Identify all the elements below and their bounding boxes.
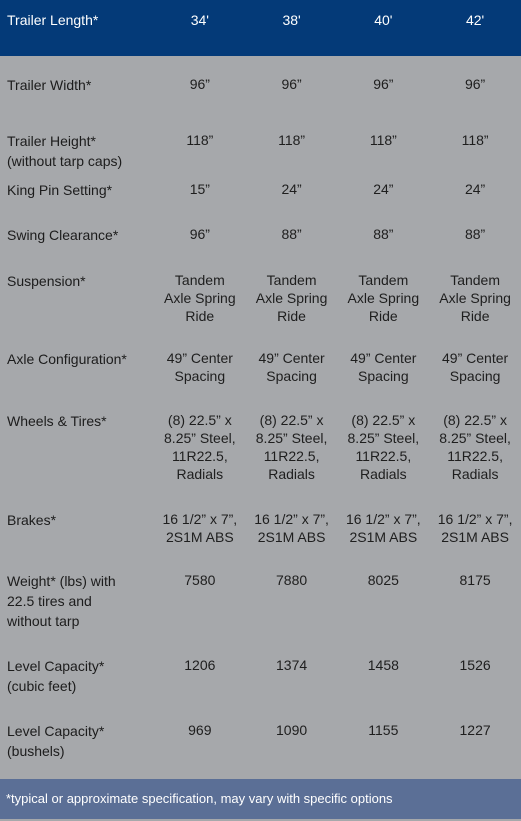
row-value: 118”: [186, 132, 214, 148]
header-label: Trailer Length*: [7, 12, 99, 28]
row-value: (8) 22.5” x 8.25” Steel, 11R22.5, Radials: [439, 412, 511, 482]
row-value: 16 1/2” x 7”, 2S1M ABS: [437, 511, 513, 545]
header-length-40: 40': [374, 12, 393, 28]
row-value: Tandem Axle Spring Ride: [347, 272, 420, 324]
row-value: 24”: [464, 181, 486, 197]
table-row: [0, 340, 521, 401]
row-value: (8) 22.5” x 8.25” Steel, 11R22.5, Radials: [347, 412, 420, 482]
header-length-42: 42': [465, 12, 485, 28]
row-value: 15”: [189, 181, 210, 197]
header-length-34: 34': [190, 12, 209, 28]
row-value: 96”: [464, 76, 486, 92]
row-value: (8) 22.5” x 8.25” Steel, 11R22.5, Radials: [164, 412, 236, 482]
row-value: 1227: [459, 722, 491, 738]
table-row: [0, 261, 521, 340]
table-row: [0, 498, 521, 560]
row-value: 96”: [373, 76, 394, 92]
row-label: Axle Configuration*: [7, 351, 127, 367]
row-value: 8175: [459, 572, 491, 588]
row-value: 16 1/2” x 7”, 2S1M ABS: [345, 511, 421, 545]
row-value: 7880: [276, 572, 308, 588]
row-value: 8025: [367, 572, 399, 588]
row-value: 96”: [281, 76, 302, 92]
row-value: 49” Center Spacing: [442, 350, 509, 384]
row-value: 88”: [373, 226, 394, 242]
row-label: Suspension*: [7, 273, 86, 289]
row-label: Swing Clearance*: [7, 227, 119, 243]
table-row: [0, 645, 521, 710]
row-label: Wheels & Tires*: [7, 413, 107, 429]
row-value: 24”: [281, 181, 302, 197]
row-label: Level Capacity* (bushels): [7, 723, 105, 759]
row-label: Brakes*: [7, 512, 57, 528]
table-row: [0, 56, 521, 119]
table-row: [0, 119, 521, 171]
row-value: 49” Center Spacing: [258, 350, 325, 384]
table-row: [0, 216, 521, 261]
row-value: 88”: [281, 226, 302, 242]
row-value: 24”: [373, 181, 394, 197]
row-value: Tandem Axle Spring Ride: [439, 272, 511, 324]
row-value: 49” Center Spacing: [166, 350, 233, 384]
row-value: 49” Center Spacing: [350, 350, 417, 384]
row-value: 96”: [189, 226, 210, 242]
row-value: 1155: [368, 722, 399, 738]
row-value: 88”: [464, 226, 486, 242]
row-value: 118”: [461, 132, 489, 148]
row-value: 118”: [278, 132, 306, 148]
row-value: 1090: [276, 722, 308, 738]
row-value: 969: [188, 722, 212, 738]
table-row: [0, 560, 521, 645]
row-value: 118”: [369, 132, 397, 148]
table-row: [0, 710, 521, 780]
row-value: 1458: [367, 657, 399, 673]
row-value: 16 1/2” x 7”, 2S1M ABS: [162, 511, 238, 545]
row-value: 1206: [184, 657, 216, 673]
row-value: Tandem Axle Spring Ride: [164, 272, 236, 324]
row-value: 1374: [276, 657, 308, 673]
row-label: King Pin Setting*: [7, 182, 113, 198]
table-body: [0, 56, 521, 780]
table-row: [0, 401, 521, 498]
row-label: Trailer Height* (without tarp caps): [7, 133, 123, 169]
row-label: Trailer Width*: [7, 77, 92, 93]
row-value: (8) 22.5” x 8.25” Steel, 11R22.5, Radials: [255, 412, 328, 482]
row-value: 7580: [184, 572, 216, 588]
row-value: Tandem Axle Spring Ride: [255, 272, 328, 324]
table-header-row: [0, 0, 521, 56]
row-value: 16 1/2” x 7”, 2S1M ABS: [254, 511, 329, 545]
table-row: [0, 171, 521, 216]
row-label: Weight* (lbs) with 22.5 tires and without tarp: [7, 573, 116, 629]
row-value: 96”: [189, 76, 210, 92]
header-length-38: 38': [282, 12, 301, 28]
row-label: Level Capacity* (cubic feet): [7, 658, 105, 694]
row-value: 1526: [459, 657, 491, 673]
footnote: *typical or approximate specification, may vary with specific options: [0, 779, 521, 819]
